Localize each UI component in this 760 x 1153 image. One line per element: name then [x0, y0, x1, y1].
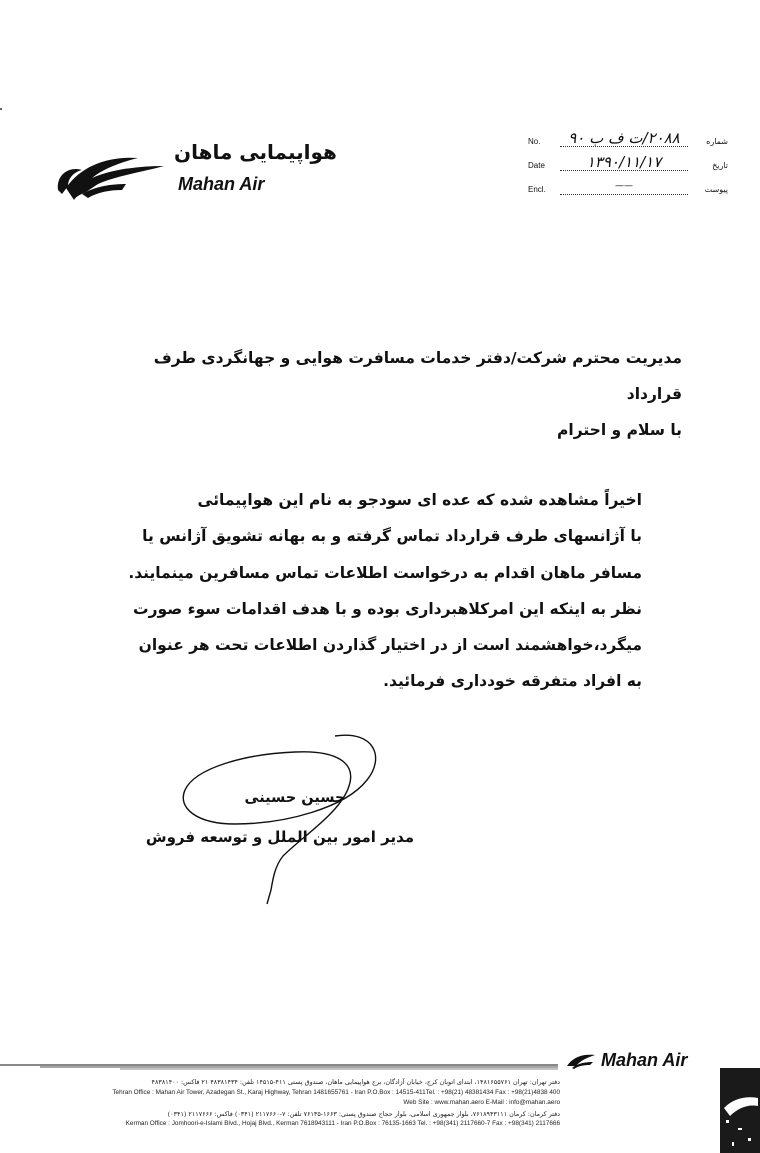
scan-speck: [0, 108, 2, 110]
signatory-name: حسین حسینی: [244, 790, 346, 806]
date-label-en: Date: [528, 161, 545, 170]
reference-date-row: [528, 154, 728, 172]
letter-heading: [122, 340, 682, 448]
body-line: مسافر ماهان اقدام به درخواست اطلاعات تماس مسافرین مینمایند.: [128, 563, 642, 582]
brand-name-en: Mahan Air: [178, 174, 265, 194]
body-line: با آژانسهای طرف قرارداد تماس گرفته و به بهانه تشویق آژانس یا: [142, 527, 642, 546]
reference-number-row: [528, 130, 728, 148]
letterhead-logo: [52, 140, 337, 210]
signatory-title: مدیر امور بین الملل و توسعه فروش: [145, 828, 415, 846]
date-value: ۱۳۹۰/۱۱/۱۷: [560, 154, 688, 171]
number-label-fa: شماره: [706, 137, 728, 146]
footer-line-kerman-en: Kerman Office : Jomhoori-e-Islami Blvd., Hojaj Blvd., Kerman 7618943111 - Iran P.O.Box : 76135-1663 Tel. : +98(341) 2117660-7 Fax : +98(341) 2117666: [125, 1120, 560, 1127]
body-line: نظر به اینکه این امرکلاهبرداری بوده و با هدف اقدامات سوء صورت: [133, 599, 642, 618]
brand-name-fa: هواپیمایی ماهان: [174, 140, 337, 164]
encl-label-en: Encl.: [528, 185, 546, 194]
greeting-line: با سلام و احترام: [557, 421, 682, 439]
encl-label-fa: پیوست: [704, 185, 728, 194]
number-label-en: No.: [528, 137, 541, 146]
footer-line-tehran-fa: دفتر تهران: تهران ۱۴۸۱۶۵۵۷۶۱، ابتدای اتوبان کرج، خیابان آزادگان، برج هواپیمایی ماهان، صندوق پستی ۴۱۱-۱۴۵۱۵ تلفن: ۴۸۳۸۱۴۳۴ ۲۱ فاکس: ۴۸۳۸۱۴۰۰: [151, 1078, 560, 1086]
body-line: اخیراً مشاهده شده که عده ای سودجو به نام این هواپیمائی: [197, 491, 642, 509]
reference-block: [528, 128, 728, 208]
footer-line-tehran-en: Tehran Office : Mahan Air Tower, Azadegan St., Karaj Highway, Tehran 1481655761 - Iran P.O.Box : 14515-411Tel. : +98(21) 48381434 Fax : +98(21)4838 400: [112, 1088, 560, 1096]
addressee-line: مدیریت محترم شرکت/دفتر خدمات مسافرت هوایی و جهانگردی طرف قرارداد: [153, 349, 682, 403]
footer-brand: [566, 1050, 687, 1071]
mahan-bird-logo-icon: [52, 144, 170, 206]
signature-block: [135, 728, 435, 908]
letter-body: [122, 482, 642, 700]
footer-corner-decoration: [720, 1068, 760, 1153]
footer-brand-text: Mahan Air: [601, 1050, 688, 1070]
body-line: میگرد،خواهشمند است از در اختیار گذاردن اطلاعات تحت هر عنوان: [138, 636, 642, 655]
footer-bird-logo-icon: [566, 1052, 596, 1070]
date-label-fa: تاریخ: [712, 161, 728, 170]
reference-encl-row: [528, 178, 728, 196]
footer-contact: [30, 1077, 560, 1130]
body-line: به افراد متفرقه خودداری فرمائید.: [383, 672, 642, 691]
number-value: ۲۰۸۸/ت ف ب ۹۰: [560, 130, 688, 147]
encl-value: ——: [560, 178, 688, 195]
footer-line-web: Web Site : www.mahan.aero E-Mail : info@mahan.aero: [403, 1099, 560, 1106]
handwritten-signature-stroke: [135, 728, 435, 908]
footer-line-kerman-fa: دفتر کرمان: کرمان ۷۶۱۸۹۴۳۱۱۱، بلوار جمهوری اسلامی، بلوار حجاج صندوق پستی: ۱۶۶۳-۷۶۱۳۵ تلفن: ۷-۲۱۱۷۶۶۰ (۰۳۴۱) فاکس: ۲۱۱۷۶۶۶ (۰۳۴۱): [167, 1109, 560, 1118]
footer-speed-lines: [0, 1064, 558, 1070]
